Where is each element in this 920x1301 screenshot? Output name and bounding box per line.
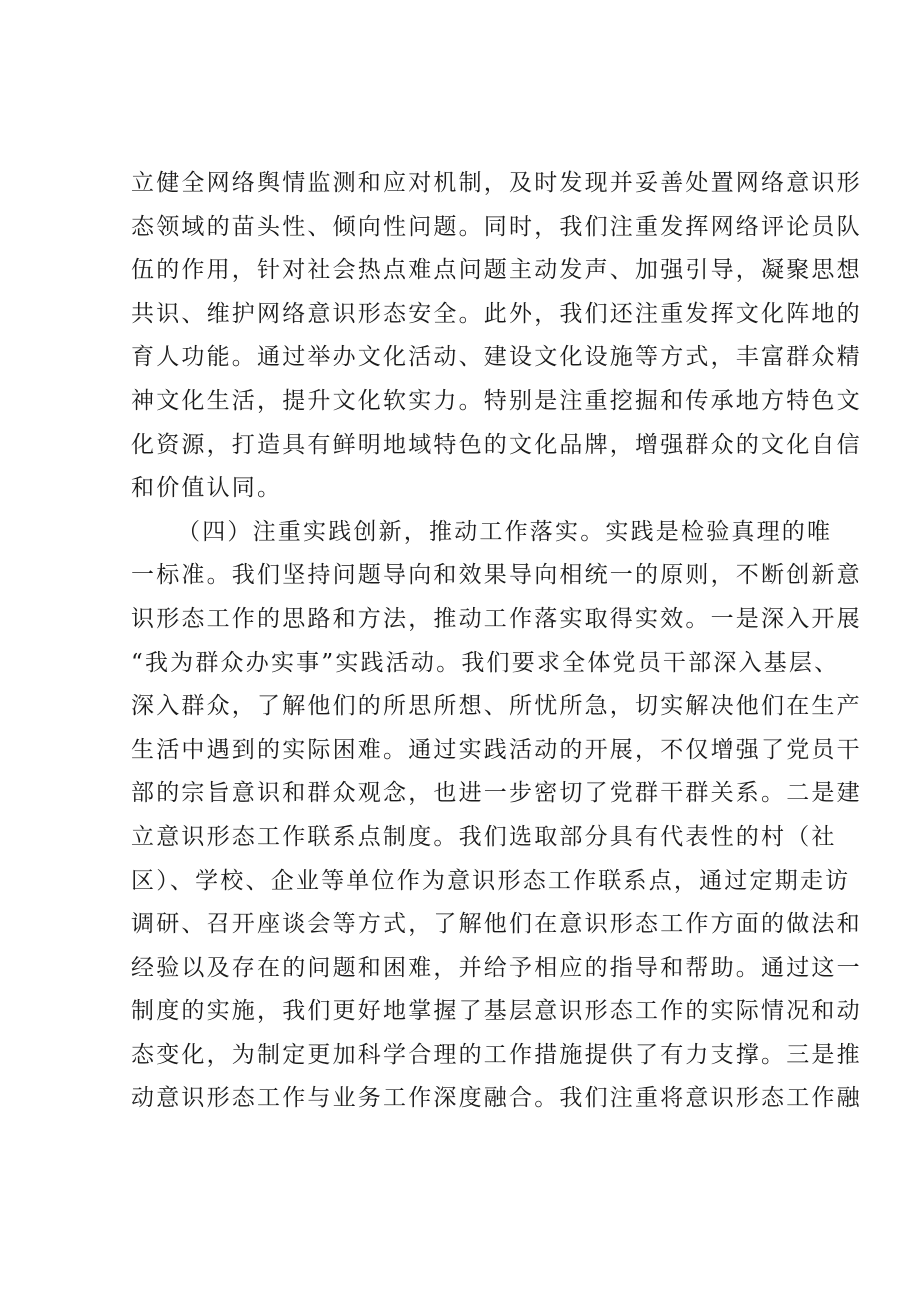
text-line: 生活中遇到的实际困难。通过实践活动的开展，不仅增强了党员干 [131,736,862,763]
text-line: 化资源，打造具有鲜明地域特色的文化品牌，增强群众的文化自信 [131,431,862,458]
text-line: 动意识形态工作与业务工作深度融合。我们注重将意识形态工作融 [131,1085,862,1112]
text-line: 识形态工作的思路和方法，推动工作落实取得实效。一是深入开展 [131,605,862,632]
text-line: 和价值认同。 [131,475,283,502]
text-line: 调研、召开座谈会等方式，了解他们在意识形态工作方面的做法和 [131,911,862,938]
text-line: 伍的作用，针对社会热点难点问题主动发声、加强引导，凝聚思想 [131,257,862,284]
text-line: 共识、维护网络意识形态安全。此外，我们还注重发挥文化阵地的 [131,300,862,327]
text-line: 立健全网络舆情监测和应对机制，及时发现并妥善处置网络意识形 [131,170,862,196]
text-line: 一标准。我们坚持问题导向和效果导向相统一的原则，不断创新意 [131,562,862,589]
paragraph-heading-line: （四）注重实践创新，推动工作落实。实践是检验真理的唯 [177,518,833,545]
text-line: 态变化，为制定更加科学合理的工作措施提供了有力支撑。三是推 [131,1041,862,1068]
text-line: 经验以及存在的问题和困难，并给予相应的指导和帮助。通过这一 [131,954,862,981]
paragraph-2 [131,511,862,1121]
text-line: 育人功能。通过举办文化活动、建设文化设施等方式，丰富群众精 [131,344,862,371]
text-line: “我为群众办实事”实践活动。我们要求全体党员干部深入基层、 [131,649,840,676]
text-line: 区）、学校、企业等单位作为意识形态工作联系点，通过定期走访 [131,867,851,894]
body-text [131,162,862,1121]
text-line: 深入群众，了解他们的所思所想、所忧所急，切实解决他们在生产 [131,693,862,720]
text-line: 态领域的苗头性、倾向性问题。同时，我们注重发挥网络评论员队 [131,213,862,240]
text-line: 制度的实施，我们更好地掌握了基层意识形态工作的实际情况和动 [131,998,862,1025]
text-line: 神文化生活，提升文化软实力。特别是注重挖掘和传承地方特色文 [131,387,862,414]
text-line: 部的宗旨意识和群众观念，也进一步密切了党群干群关系。二是建 [131,780,862,807]
paragraph-1 [131,162,862,511]
text-line: 立意识形态工作联系点制度。我们选取部分具有代表性的村（社 [131,823,837,850]
